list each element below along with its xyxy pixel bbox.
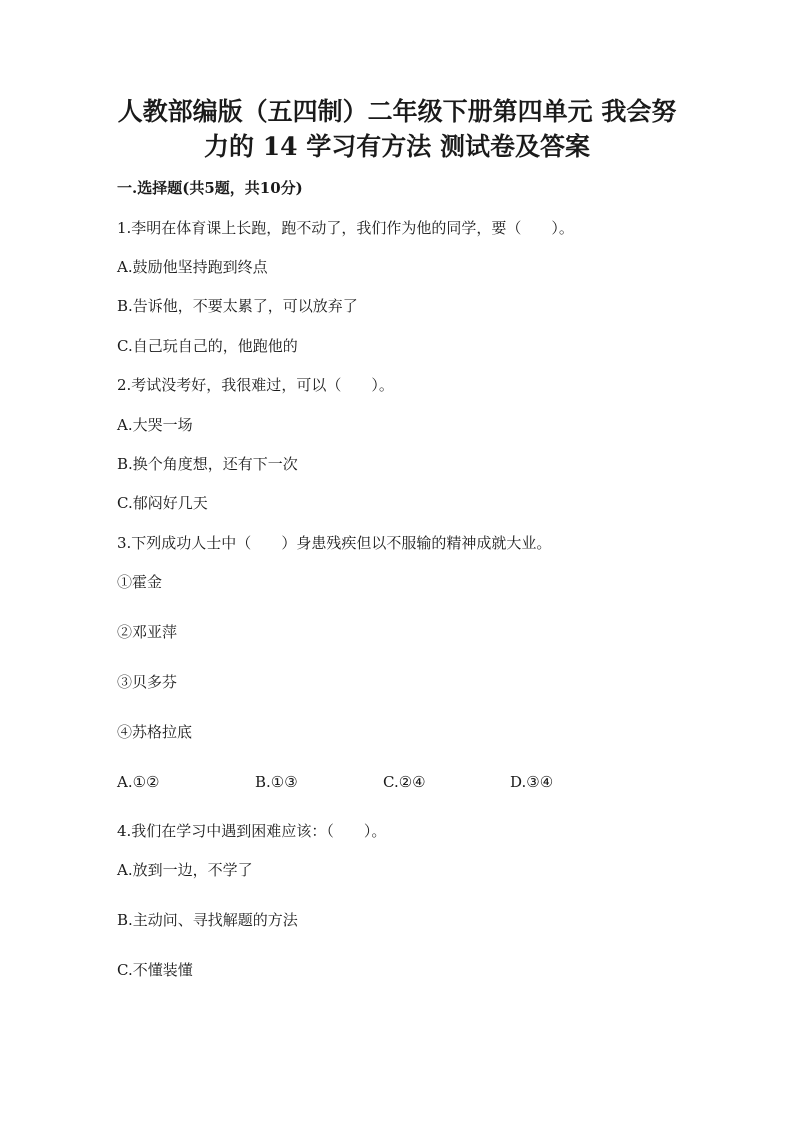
question-2-option-c: C.郁闷好几天 [117, 494, 208, 512]
question-2-option-b: B.换个角度想，还有下一次 [117, 455, 298, 473]
question-2-stem: 2.考试没考好，我很难过，可以（ ）。 [117, 376, 394, 394]
question-3-item-3: ③贝多芬 [117, 673, 178, 691]
question-3-option-c: C.②④ [383, 773, 426, 791]
question-1-option-b: B.告诉他，不要太累了，可以放弃了 [117, 297, 358, 315]
question-4-option-b: B.主动问、寻找解题的方法 [117, 911, 298, 929]
question-3-item-1: ①霍金 [117, 573, 163, 591]
section-heading: 一.选择题(共5题，共10分) [117, 179, 303, 197]
question-3-item-2: ②邓亚萍 [117, 623, 178, 641]
question-4-option-c: C.不懂装懂 [117, 961, 193, 979]
question-4-option-a: A.放到一边，不学了 [117, 861, 253, 879]
question-3-option-a: A.①② [117, 773, 160, 791]
question-1-option-c: C.自己玩自己的，他跑他的 [117, 337, 298, 355]
document-title-line-2: 力的 14 学习有方法 测试卷及答案 [204, 132, 590, 161]
question-1-stem: 1.李明在体育课上长跑，跑不动了，我们作为他的同学，要（ ）。 [117, 219, 574, 237]
question-2-option-a: A.大哭一场 [117, 416, 193, 434]
question-3-item-4: ④苏格拉底 [117, 723, 193, 741]
question-4-stem: 4.我们在学习中遇到困难应该：（ ）。 [117, 822, 387, 840]
question-3-option-d: D.③④ [510, 773, 554, 791]
question-3-option-b: B.①③ [255, 773, 298, 791]
document-title-line-1: 人教部编版（五四制）二年级下册第四单元 我会努 [117, 97, 677, 126]
question-1-option-a: A.鼓励他坚持跑到终点 [117, 258, 268, 276]
question-3-options [117, 772, 677, 792]
question-3-stem: 3.下列成功人士中（ ）身患残疾但以不服输的精神成就大业。 [117, 534, 552, 552]
